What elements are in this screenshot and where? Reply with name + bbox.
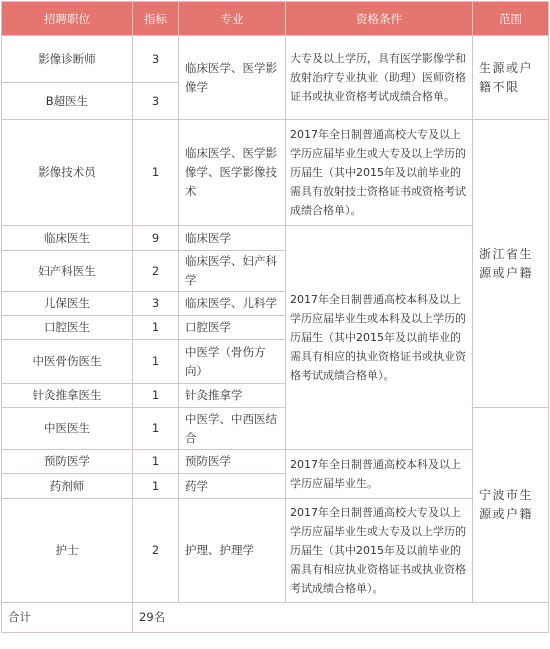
count-cell: 3 [133,36,179,83]
table-row [2,450,549,474]
table-row [2,499,549,603]
table-header-row [2,2,549,36]
total-row [2,603,549,633]
position-cell: 口腔医生 [2,316,133,340]
position-cell: 影像诊断师 [2,36,133,83]
major-cell: 中医学（骨伤方向） [179,340,286,384]
count-cell: 1 [133,408,179,450]
header-scope: 范围 [473,2,549,36]
scope-cell: 生源或户籍不限 [473,36,549,120]
position-cell: 临床医生 [2,226,133,251]
major-cell: 药学 [179,474,286,499]
count-cell: 1 [133,316,179,340]
major-cell: 护理、护理学 [179,499,286,603]
position-cell: 妇产科医生 [2,251,133,292]
header-count: 指标 [133,2,179,36]
major-cell: 临床医学、医学影像学、医学影像技术 [179,120,286,226]
total-label: 合计 [2,603,133,633]
requirement-cell: 2017年全日制普通高校本科及以上学历应届毕业生或本科及以上学历的历届生（其中2015年及以前毕业的需具有相应的执业资格证书或执业资格考试成绩合格单）。 [286,226,473,450]
scope-cell: 宁波市生源或户籍 [473,408,549,603]
count-cell: 1 [133,384,179,408]
position-cell: 护士 [2,499,133,603]
major-cell: 临床医学、儿科学 [179,292,286,316]
count-cell: 1 [133,450,179,474]
header-requirements: 资格条件 [286,2,473,36]
requirement-cell: 2017年全日制普通高校本科及以上学历应届毕业生。 [286,450,473,499]
major-cell: 临床医学、医学影像学 [179,36,286,120]
count-cell: 2 [133,499,179,603]
count-cell: 1 [133,340,179,384]
scope-cell: 浙江省生源或户籍 [473,120,549,408]
requirement-cell: 2017年全日制普通高校大专及以上学历应届毕业生或大专及以上学历的历届生（其中2015年及以前毕业的需具有放射技士资格证书或资格考试成绩合格单）。 [286,120,473,226]
header-major: 专业 [179,2,286,36]
position-cell: 中医骨伤医生 [2,340,133,384]
count-cell: 1 [133,120,179,226]
count-cell: 9 [133,226,179,251]
table-row [2,226,549,251]
position-cell: B超医生 [2,83,133,120]
major-cell: 预防医学 [179,450,286,474]
major-cell: 口腔医学 [179,316,286,340]
major-cell: 针灸推拿学 [179,384,286,408]
position-cell: 儿保医生 [2,292,133,316]
count-cell: 2 [133,251,179,292]
total-value: 29名 [133,603,549,633]
major-cell: 临床医学 [179,226,286,251]
major-cell: 中医学、中西医结合 [179,408,286,450]
position-cell: 针灸推拿医生 [2,384,133,408]
recruitment-table [1,1,549,633]
count-cell: 1 [133,474,179,499]
requirement-cell: 2017年全日制普通高校大专及以上学历应届毕业生或大专及以上学历的历届生（其中2015年及以前毕业的需具有相应执业资格证书或执业资格考试成绩合格单）。 [286,499,473,603]
header-position: 招聘职位 [2,2,133,36]
position-cell: 中医医生 [2,408,133,450]
count-cell: 3 [133,83,179,120]
count-cell: 3 [133,292,179,316]
table-row [2,120,549,226]
position-cell: 影像技术员 [2,120,133,226]
major-cell: 临床医学、妇产科学 [179,251,286,292]
requirement-cell: 大专及以上学历，具有医学影像学和放射治疗专业执业（助理）医师资格证书或执业资格考试成绩合格单。 [286,36,473,120]
position-cell: 药剂师 [2,474,133,499]
table-row [2,36,549,83]
position-cell: 预防医学 [2,450,133,474]
